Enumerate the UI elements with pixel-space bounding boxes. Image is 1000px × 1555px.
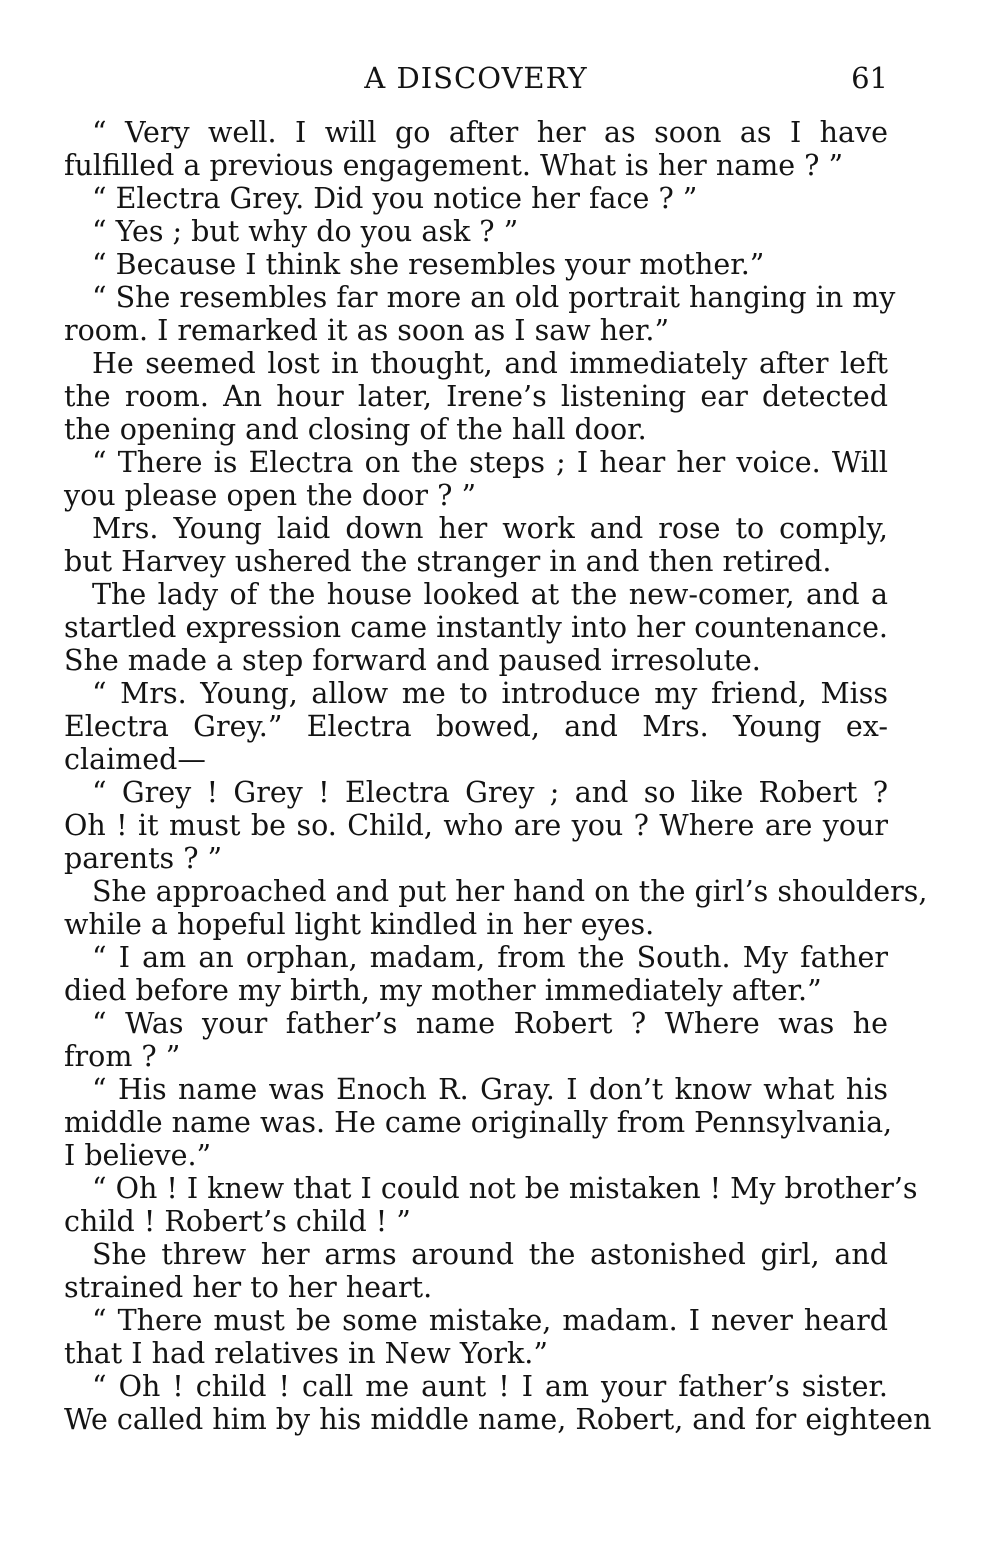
text-line: that I had relatives in New York.” [64,1337,548,1370]
text-line: We called him by his middle name, Robert, and for eighteen [64,1403,932,1436]
text-line: “ Yes ; but why do you ask ? ” [92,215,519,248]
text-line: child ! Robert’s child ! ” [64,1205,411,1238]
text-line: the room. An hour later, Irene’s listening ear detected [64,380,888,413]
text-line: “ Was your father’s name Robert ? Where was he [92,1007,888,1040]
text-line: “ Very well. I will go after her as soon as I have [92,116,888,149]
page-number: 61 [851,61,888,95]
text-line: from ? ” [64,1040,181,1073]
text-line: startled expression came instantly into her countenance. [64,611,888,644]
text-line: Oh ! it must be so. Child, who are you ? Where are your [64,809,888,842]
text-line: He seemed lost in thought, and immediately after left [92,347,888,380]
text-line: “ I am an orphan, madam, from the South. My father [92,941,888,974]
body-text [64,116,932,1436]
text-line: “ His name was Enoch R. Gray. I don’t know what his [92,1073,888,1106]
text-line: the opening and closing of the hall door. [64,413,647,446]
text-line: fulfilled a previous engagement. What is her name ? ” [64,149,844,182]
text-line: “ Electra Grey. Did you notice her face ? ” [92,182,698,215]
text-line: “ Oh ! I knew that I could not be mistaken ! My brother’s [92,1172,918,1205]
text-line: parents ? ” [64,842,223,875]
text-line: “ Because I think she resembles your mother.” [92,248,765,281]
text-line: while a hopeful light kindled in her eyes. [64,908,655,941]
text-line: “ Oh ! child ! call me aunt ! I am your father’s sister. [92,1370,888,1403]
text-line: “ She resembles far more an old portrait hanging in my [92,281,896,314]
text-line: She threw her arms around the astonished girl, and [92,1238,888,1271]
text-line: “ Mrs. Young, allow me to introduce my friend, Miss [92,677,888,710]
text-line: died before my birth, my mother immediately after.” [64,974,822,1007]
text-line: She made a step forward and paused irresolute. [64,644,761,677]
text-line: Mrs. Young laid down her work and rose to comply, [92,512,888,545]
text-line: Electra Grey.” Electra bowed, and Mrs. Young ex- [64,710,888,743]
text-line: “ There is Electra on the steps ; I hear her voice. Will [92,446,888,479]
text-line: room. I remarked it as soon as I saw her.” [64,314,670,347]
text-line: The lady of the house looked at the new-comer, and a [92,578,888,611]
text-line: “ There must be some mistake, madam. I never heard [92,1304,888,1337]
text-line: middle name was. He came originally from Pennsylvania, [64,1106,893,1139]
text-line: “ Grey ! Grey ! Electra Grey ; and so like Robert ? [92,776,888,809]
text-line: but Harvey ushered the stranger in and then retired. [64,545,832,578]
text-line: I believe.” [64,1139,212,1172]
text-line: you please open the door ? ” [64,479,477,512]
text-line: claimed— [64,743,206,776]
text-line: She approached and put her hand on the girl’s shoulders, [92,875,928,908]
page-header [64,58,888,98]
running-title: A DISCOVERY [364,61,588,95]
text-line: strained her to her heart. [64,1271,433,1304]
